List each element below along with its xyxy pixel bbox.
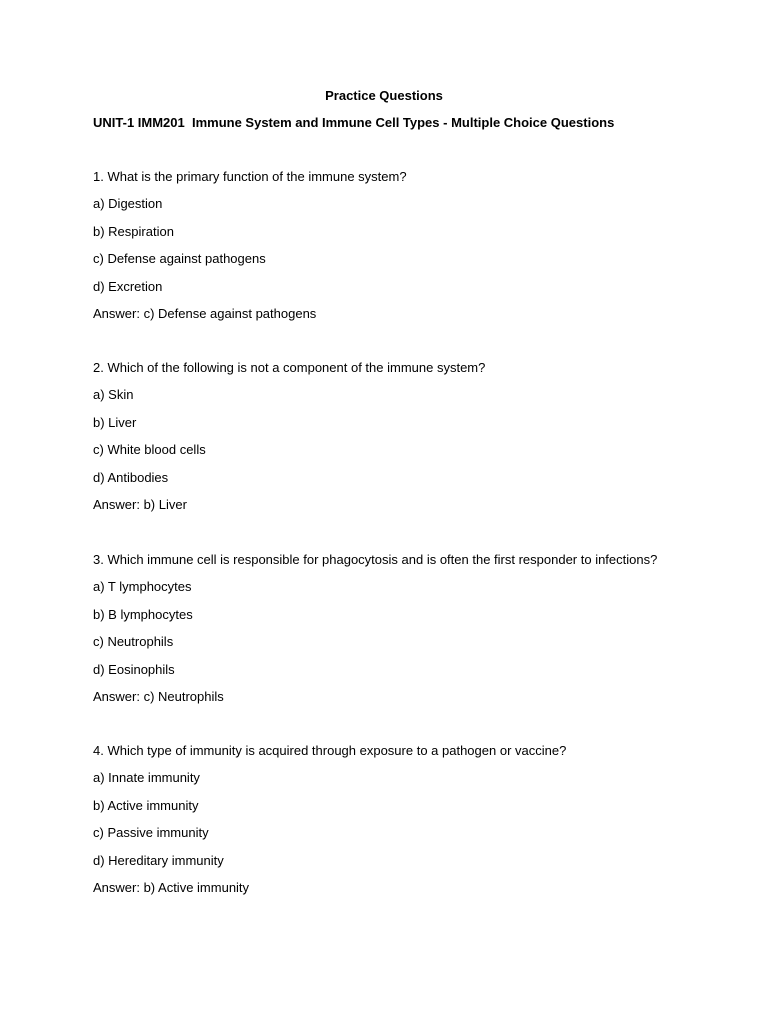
option-d: d) Hereditary immunity (93, 852, 224, 868)
question-block-3 (93, 551, 733, 715)
option-c: c) Neutrophils (93, 634, 174, 650)
document-title: Practice Questions (325, 88, 443, 103)
question-text: 2. Which of the following is not a component of the immune system? (93, 360, 486, 375)
option-a: a) Digestion (93, 196, 163, 212)
option-a: a) Skin (93, 387, 134, 403)
document-subtitle: UNIT-1 IMM201 Immune System and Immune Cell Types - Multiple Choice Questions (93, 115, 615, 130)
option-c: c) Passive immunity (93, 825, 209, 841)
option-b: b) Active immunity (93, 797, 199, 813)
option-b: b) Respiration (93, 223, 174, 239)
option-d: d) Eosinophils (93, 661, 175, 677)
answer-text: Answer: c) Defense against pathogens (93, 305, 317, 321)
option-b: b) Liver (93, 414, 137, 430)
question-text: 3. Which immune cell is responsible for phagocytosis and is often the first responder to infections? (93, 552, 658, 567)
option-a: a) T lymphocytes (93, 579, 192, 595)
option-c: c) Defense against pathogens (93, 251, 266, 267)
option-d: d) Excretion (93, 278, 163, 294)
question-block-2 (93, 359, 733, 523)
question-block-1 (93, 168, 733, 332)
option-b: b) B lymphocytes (93, 606, 193, 622)
option-d: d) Antibodies (93, 469, 169, 485)
question-text: 4. Which type of immunity is acquired through exposure to a pathogen or vaccine? (93, 743, 567, 758)
question-block-4 (93, 742, 733, 906)
option-a: a) Innate immunity (93, 770, 200, 786)
answer-text: Answer: b) Active immunity (93, 879, 250, 895)
option-c: c) White blood cells (93, 442, 206, 458)
question-text: 1. What is the primary function of the immune system? (93, 169, 407, 184)
answer-text: Answer: c) Neutrophils (93, 688, 224, 704)
answer-text: Answer: b) Liver (93, 496, 187, 512)
